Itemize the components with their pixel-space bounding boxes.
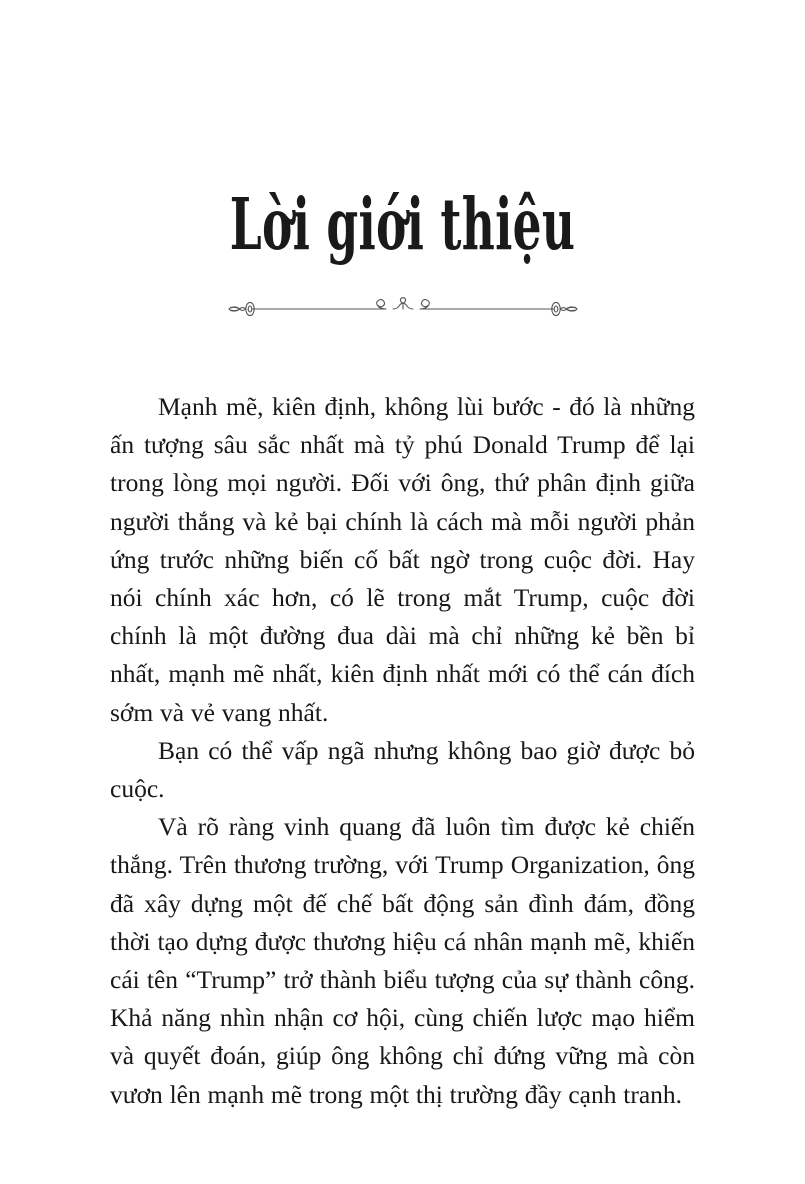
paragraph: Và rõ ràng vinh quang đã luôn tìm được kẻ chiến thắng. Trên thương trường, với Trump Organization, ông đã xây dựng một đế chế bất động sản đình đám, đồng thời tạo dựng được thương hiệu cá nhân mạnh mẽ, khiến cái tên “Trump” trở thành biểu tượng của sự thành công. Khả năng nhìn nhận cơ hội, cùng chiến lược mạo hiểm và quyết đoán, giúp ông không chỉ đứng vững mà còn vươn lên mạnh mẽ trong một thị trường đầy cạnh tranh. <box>110 812 695 1109</box>
body-text <box>110 388 695 1114</box>
chapter-heading <box>0 182 805 266</box>
ornamental-divider <box>0 296 805 322</box>
page-title: Lời giới thiệu <box>229 182 576 266</box>
paragraph: Bạn có thể vấp ngã nhưng không bao giờ được bỏ cuộc. <box>110 735 695 804</box>
paragraph: Mạnh mẽ, kiên định, không lùi bước - đó là những ấn tượng sâu sắc nhất mà tỷ phú Donald Trump để lại trong lòng mọi người. Đối với ông, thứ phân định giữa người thắng và kẻ bại chính là cách mà mỗi người phản ứng trước những biến cố bất ngờ trong cuộc đời. Hay nói chính xác hơn, có lẽ trong mắt Trump, cuộc đời chính là một đường đua dài mà chỉ những kẻ bền bỉ nhất, mạnh mẽ nhất, kiên định nhất mới có thể cán đích sớm và vẻ vang nhất. <box>110 392 695 727</box>
flourish-divider-icon <box>228 296 578 322</box>
